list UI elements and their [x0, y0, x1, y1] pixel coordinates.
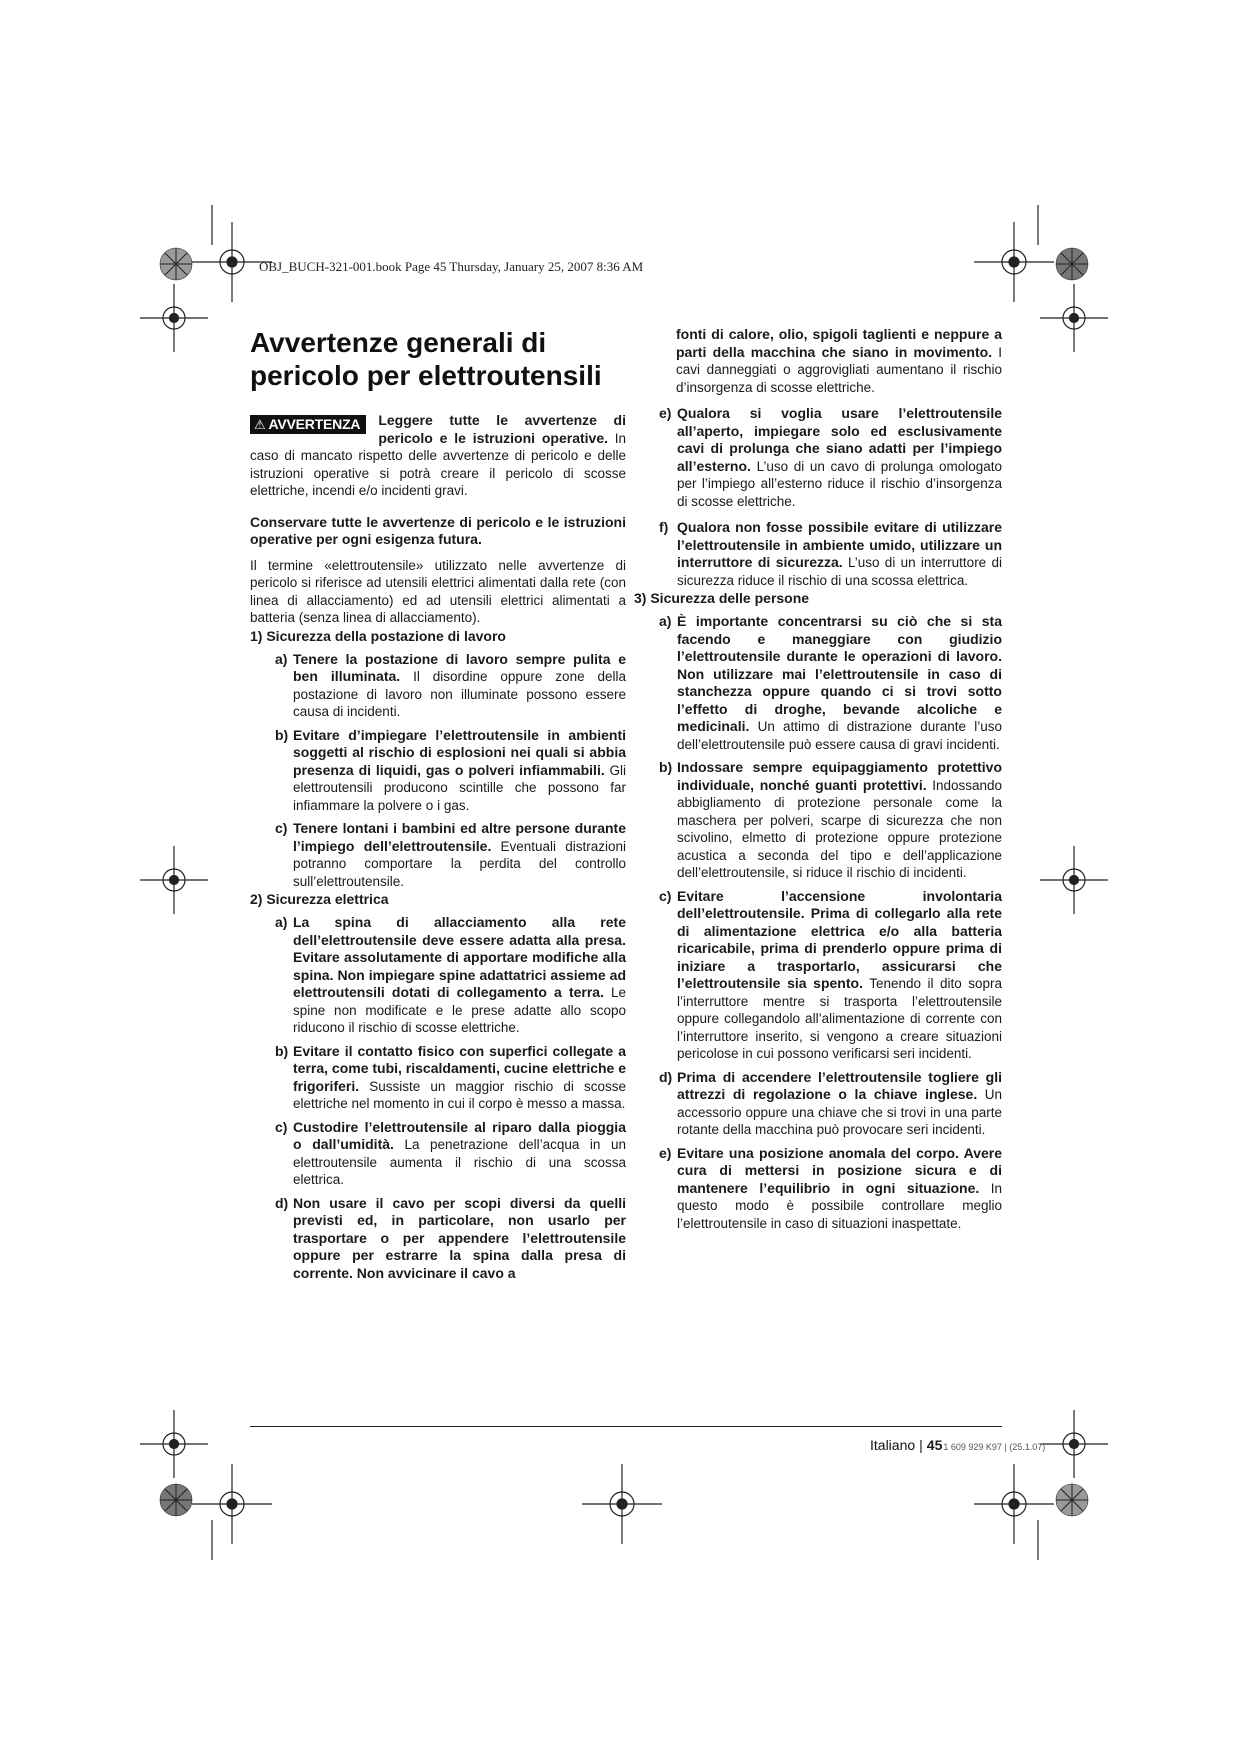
list-item — [634, 1145, 1002, 1233]
keep-instructions: Conservare tutte le avvertenze di pericolo e le istruzioni operative per ogni esigenza futura. — [250, 513, 626, 547]
item-letter: b) — [659, 759, 673, 775]
item-text: L’uso di un interruttore di sicurezza riduce il rischio di una scossa elettrica. — [677, 555, 1002, 588]
warning-badge-label: AVVERTENZA — [268, 416, 361, 432]
section-1-title: 1) Sicurezza della postazione di lavoro — [250, 627, 506, 644]
item-letter: a) — [275, 650, 288, 667]
list-item — [634, 759, 1002, 882]
item-bold: Qualora si voglia usare l’elettroutensile all’aperto, impiegare solo ed esclusivamente cavi di prolunga che siano adatti per l’impiego all’esterno. — [677, 405, 1002, 474]
item-text: Indossando abbigliamento di protezione personale come la maschera per polveri, scarpe di sicurezza che non scivolino, elmetto di protezione oppure protezione acustica a seconda del tipo e dell’applicazione dell’elettroutensile, si riduce il rischio di incidenti. — [677, 777, 1002, 880]
item-text: Tenendo il dito sopra l’interruttore mentre si trasporta l’elettroutensile oppure collegandolo all’alimentazione di corrente con l’interruttore inserito, si vengono a creare situazioni pericolose in cui possono verificarsi seri incidenti. — [677, 976, 1002, 1061]
section-3-title: 3) Sicurezza delle persone — [634, 590, 810, 606]
page-footer — [870, 1437, 1045, 1453]
list-item — [250, 1119, 626, 1189]
definition-paragraph: Il termine «elettroutensile» utilizzato nelle avvertenze di pericolo si riferisce ad utensili elettrici alimentati dalla rete (con linea di allacciamento) ed ad utensili elettrici alimentati a batteria (senza linea di allacciamento). — [250, 557, 626, 625]
item-text: Sussiste un maggior rischio di scosse elettriche nel momento in cui il corpo è messo a massa. — [293, 1078, 626, 1111]
footer-language: Italiano — [870, 1437, 916, 1453]
item-bold: Tenere la postazione di lavoro sempre pulita e ben illuminata. — [293, 650, 626, 684]
item-text: Un accessorio oppure una chiave che si trovi in una parte rotante della macchina può provocare seri incidenti. — [677, 1087, 1002, 1137]
item-text: La penetrazione dell’acqua in un elettroutensile aumenta il rischio di una scossa elettrica. — [293, 1137, 626, 1187]
list-item — [250, 820, 626, 890]
list-item — [250, 651, 626, 721]
item-text: I cavi danneggiati o aggrovigliati aumentano il rischio d’insorgenza di scosse elettriche. — [676, 344, 1002, 395]
item-bold: Qualora non fosse possibile evitare di utilizzare l’elettroutensile in ambiente umido, utilizzare un interruttore di sicurezza. — [677, 519, 1002, 570]
item-letter: b) — [275, 1042, 289, 1059]
list-item — [634, 613, 1002, 753]
left-column — [250, 326, 626, 1282]
list-item — [634, 405, 1002, 510]
item-bold: Non usare il cavo per scopi diversi da quelli previsti ed, in particolare, non usarlo per trasportare o per appendere l’elettroutensile oppure per estrarre la spina dalla presa di corrente. Non avvicinare il cavo a — [293, 1194, 626, 1281]
item-text: In questo modo è possibile controllare meglio l’elettroutensile in caso di situazioni inaspettate. — [677, 1180, 1002, 1231]
item-letter: f) — [659, 519, 669, 535]
section-2-title: 2) Sicurezza elettrica — [250, 891, 389, 907]
item-letter: c) — [275, 1118, 288, 1135]
item-bold: Evitare d’impiegare l’elettroutensile in ambienti soggetti al rischio di esplosioni nei quali si abbia presenza di liquidi, gas o polveri infiammabili. — [293, 726, 626, 778]
item-letter: c) — [275, 820, 288, 836]
item-letter: e) — [659, 405, 672, 421]
list-item — [634, 519, 1002, 589]
item-bold: Evitare una posizione anomala del corpo. Avere cura di mettersi in posizione sicura e di mantenere l’equilibrio in ogni situazione. — [677, 1144, 1002, 1196]
item-bold: Prima di accendere l’elettroutensile togliere gli attrezzi di regolazione o la chiave inglese. — [677, 1068, 1002, 1102]
list-item — [250, 1043, 626, 1113]
item-letter: d) — [659, 1068, 673, 1085]
item-letter: c) — [659, 887, 672, 904]
item-text: Un attimo di distrazione durante l’uso dell’elettroutensile può essere causa di gravi incidenti. — [677, 719, 1002, 752]
warning-badge — [250, 415, 366, 434]
list-item — [250, 1195, 626, 1283]
item-bold: Evitare il contatto fisico con superfici collegate a terra, come tubi, riscaldamenti, cucine elettriche e frigoriferi. — [293, 1042, 627, 1094]
item-bold: Indossare sempre equipaggiamento protettivo individuale, nonché guanti protettivi. — [677, 759, 1002, 793]
item-bold: La spina di allacciamento alla rete dell’elettroutensile deve essere adatta alla presa. Evitare assolutamente di apportare modifiche alla spina. Non impiegare spine adattatrici assieme ad elettroutensili dotati di collegamento a terra. — [293, 914, 626, 1000]
list-item — [250, 727, 626, 815]
page-title: Avvertenze generali di pericolo per elettroutensili — [250, 327, 602, 391]
warning-lead: Leggere tutte le avvertenze di pericolo e le istruzioni operative. — [378, 412, 626, 446]
list-item — [250, 914, 626, 1037]
item-bold: Custodire l’elettroutensile al riparo dalla pioggia o dall’umidità. — [293, 1118, 626, 1152]
list-item-continuation — [634, 326, 1002, 396]
item-letter: b) — [275, 726, 289, 743]
footer-rule — [250, 1426, 1002, 1427]
right-column — [634, 326, 1002, 1232]
warning-block — [250, 412, 626, 500]
item-text: Gli elettroutensili producono scintille che possono far infiammare la polvere o i gas. — [293, 762, 626, 813]
item-bold: È importante concentrarsi su ciò che si sta facendo e maneggiare con giudizio l’elettroutensile durante le operazioni di lavoro. Non utilizzare mai l’elettroutensile in caso di stanchezza oppure quando ci si trovi sotto l’effetto di droghe, bevande alcoliche e medicinali. — [677, 613, 1002, 734]
warning-triangle-icon: ⚠ — [254, 417, 266, 432]
page-number: 45 — [926, 1437, 943, 1453]
item-letter: e) — [659, 1144, 672, 1161]
item-bold: Evitare l’accensione involontaria dell’elettroutensile. Prima di collegarlo alla rete di alimentazione elettrica e/o alla batteria ricaricabile, prima di prenderlo oppure prima di iniziare a trasportarlo, assicurarsi che l’elettroutensile sia spento. — [677, 887, 1002, 991]
item-bold: Tenere lontani i bambini ed altre persone durante l’impiego dell’elettroutensile. — [293, 820, 626, 854]
warning-text: In caso di mancato rispetto delle avvertenze di pericolo e delle istruzioni operative si potrà creare il pericolo di scosse elettriche, incendi e/o incidenti gravi. — [250, 430, 626, 498]
list-item — [634, 1069, 1002, 1139]
item-text: Il disordine oppure zone della postazione di lavoro non illuminate possono essere causa di incidenti. — [293, 669, 626, 719]
footer-separator: | — [919, 1437, 923, 1453]
item-letter: d) — [275, 1194, 289, 1211]
item-text: Le spine non modificate e le prese adatte allo scopo riducono il rischio di scosse elettriche. — [293, 985, 626, 1035]
item-letter: a) — [275, 914, 288, 930]
item-bold-continued: fonti di calore, olio, spigoli taglienti e neppure a parti della macchina che siano in movimento. — [676, 326, 1002, 360]
list-item — [634, 888, 1002, 1063]
item-letter: a) — [659, 613, 672, 629]
print-info-header: OBJ_BUCH-321-001.book Page 45 Thursday, January 25, 2007 8:36 AM — [259, 259, 644, 274]
doc-code: 1 609 929 K97 | (25.1.07) — [943, 1442, 1046, 1452]
item-text: L’uso di un cavo di prolunga omologato per l’impiego all’esterno riduce il rischio d’insorgenza di scosse elettriche. — [677, 458, 1002, 509]
item-text: Eventuali distrazioni potranno comportare la perdita del controllo sull’elettroutensile. — [293, 838, 626, 889]
